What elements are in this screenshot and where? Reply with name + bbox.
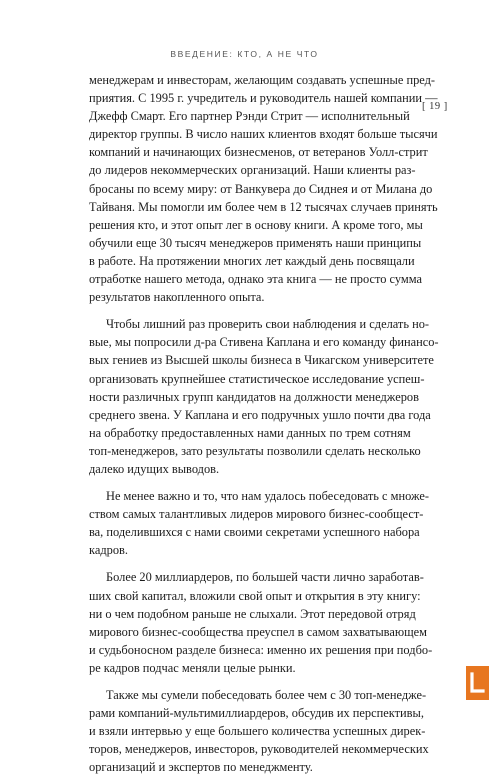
text-line: директор группы. В число наших клиентов входят больше тысячи (89, 127, 438, 142)
text-line: организаций и экспертов по менеджменту. (89, 760, 313, 775)
text-line: вых гениев из Высшей школы бизнеса в Чикагском университете (89, 353, 434, 368)
text-line: Джефф Смарт. Его партнер Рэнди Стрит — исполнительный (89, 109, 410, 124)
text-line: Тайваня. Мы помогли им более чем в 12 тысячах случаев принять (89, 199, 438, 214)
text-line: обучили еще 30 тысяч менеджеров применять наши принципы (89, 235, 422, 250)
text-line: ре кадров подчас меняли целые рынки. (89, 660, 296, 675)
paragraph (89, 568, 433, 677)
text-line: в работе. На протяжении многих лет каждый день посвящали (89, 253, 415, 268)
text-line: ности различных групп кандидатов на должности менеджеров (89, 389, 419, 404)
text-line: организовать крупнейшее статистическое исследование успеш- (89, 371, 425, 386)
paragraph (89, 315, 439, 478)
paragraph (89, 71, 438, 306)
text-line: Чтобы лишний раз проверить свои наблюдения и сделать но- (106, 317, 430, 332)
text-line: кадров. (89, 543, 128, 558)
text-line: бросаны по всему миру: от Ванкувера до Сиднея и от Милана до (89, 181, 433, 196)
text-line: среднего звена. У Каплана и его подручных ушло почти два года (89, 407, 431, 422)
text-line: ва, поделившихся с нами своими секретами успешного набора (89, 525, 420, 540)
text-line: ших свой капитал, вложили свой опыт и открытия в эту книгу: (89, 588, 421, 603)
paragraph (89, 487, 430, 559)
text-line: мирового бизнес-сообщества преуспел в самом захватывающем (89, 624, 428, 639)
text-line: вые, мы попросили д-ра Стивена Каплана и его команду финансо- (89, 335, 439, 350)
text-line: Не менее важно и то, что нам удалось побеседовать с множе- (106, 489, 430, 504)
text-line: до лидеров некоммерческих организаций. Наши клиенты раз- (89, 163, 416, 178)
text-line: отработке нашего метода, однако эта книга — не просто сумма (89, 272, 422, 287)
text-line: компаний и начинающих бизнесменов, от ветеранов Уолл-стрит (89, 145, 428, 160)
text-line: менеджерам и инвесторам, желающим создавать успешные пред- (89, 73, 436, 87)
running-header: ВВЕДЕНИЕ: КТО, А НЕ ЧТО (170, 49, 319, 59)
text-line: приятия. С 1995 г. учредитель и руководитель нашей компании — (89, 91, 438, 106)
text-line: на обработку предоставленных нами данных по трем сотням (89, 425, 411, 440)
publisher-logo-icon (466, 666, 489, 700)
text-line: Более 20 миллиардеров, по большей части лично заработав- (106, 570, 424, 585)
text-line: решения кто, и этот опыт лег в основу книги. А кроме того, мы (89, 217, 423, 232)
text-line: ством самых талантливых лидеров мирового бизнес-сообщест- (89, 507, 424, 522)
text-line: торов, менеджеров, инвесторов, руководителей некоммерческих (89, 742, 429, 757)
text-line: топ-менеджеров, зато результаты позволили сделать несколько (89, 443, 421, 458)
page-number: [ 19 ] (422, 101, 448, 112)
text-line: результатов накопленного опыта. (89, 290, 265, 305)
text-line: рами компаний-мультимиллиардеров, обсудив их перспективы, (89, 706, 424, 721)
text-line: ни о чем подобном раньше не слыхали. Этот передовой отряд (89, 606, 416, 621)
text-line: и взяли интервью у еще большего количества успешных дирек- (89, 724, 426, 739)
body-text (89, 71, 439, 776)
text-line: далеко идущих выводов. (89, 461, 220, 476)
text-line: Также мы сумели побеседовать более чем с 30 топ-менедже- (106, 688, 427, 702)
text-line: и судьбоносном разделе бизнеса: именно их решения при подбо- (89, 642, 433, 657)
